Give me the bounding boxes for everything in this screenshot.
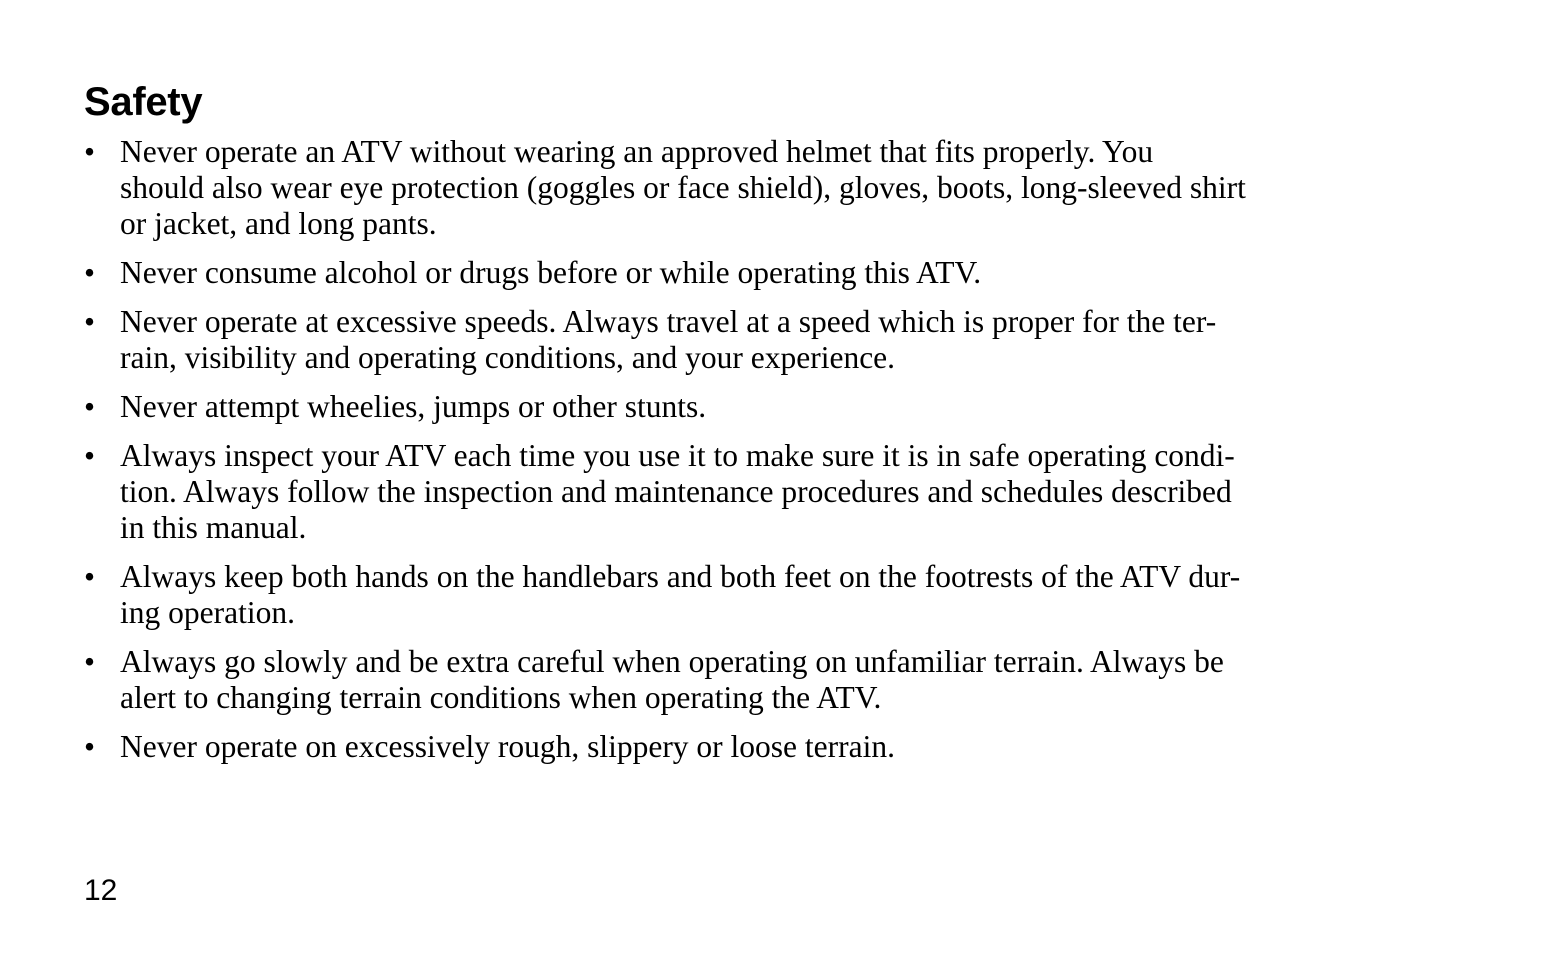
bullet-dot-icon: • <box>84 729 96 764</box>
bullet-text-line: Always inspect your ATV each time you use it to make sure it is in safe operating condi- <box>120 438 1235 473</box>
bullet-text-line: ing operation. <box>120 595 295 630</box>
bullet-item <box>84 389 1444 425</box>
bullet-item <box>84 134 1444 242</box>
bullet-text-line: tion. Always follow the inspection and maintenance procedures and schedules described <box>120 474 1232 509</box>
bullet-text-line: should also wear eye protection (goggles or face shield), gloves, boots, long-sleeved shirt <box>120 170 1246 205</box>
bullet-text-line: Never attempt wheelies, jumps or other stunts. <box>120 389 707 424</box>
bullet-item <box>84 729 1444 765</box>
bullet-text-line: Never consume alcohol or drugs before or while operating this ATV. <box>120 255 982 290</box>
safety-bullet-list <box>84 134 1444 778</box>
bullet-text-line: alert to changing terrain conditions when operating the ATV. <box>120 680 882 715</box>
bullet-dot-icon: • <box>84 438 96 473</box>
bullet-text-line: Never operate an ATV without wearing an approved helmet that fits properly. You <box>120 134 1154 169</box>
bullet-item <box>84 255 1444 291</box>
bullet-item <box>84 438 1444 546</box>
bullet-dot-icon: • <box>84 134 96 169</box>
bullet-dot-icon: • <box>84 559 96 594</box>
bullet-text-line: Never operate on excessively rough, slippery or loose terrain. <box>120 729 895 764</box>
bullet-text-line: rain, visibility and operating conditions, and your experience. <box>120 340 896 375</box>
bullet-dot-icon: • <box>84 304 96 339</box>
bullet-text-line: Always keep both hands on the handlebars and both feet on the footrests of the ATV dur- <box>120 559 1241 594</box>
bullet-dot-icon: • <box>84 644 96 679</box>
page-number: 12 <box>84 874 118 907</box>
bullet-text-line: in this manual. <box>120 510 307 545</box>
bullet-item <box>84 559 1444 631</box>
bullet-item <box>84 304 1444 376</box>
bullet-dot-icon: • <box>84 389 96 424</box>
bullet-text-line: Always go slowly and be extra careful when operating on unfamiliar terrain. Always be <box>120 644 1224 679</box>
bullet-text-line: or jacket, and long pants. <box>120 206 437 241</box>
bullet-text-line: Never operate at excessive speeds. Always travel at a speed which is proper for the ter- <box>120 304 1217 339</box>
section-heading: Safety <box>84 80 203 124</box>
bullet-dot-icon: • <box>84 255 96 290</box>
bullet-item <box>84 644 1444 716</box>
